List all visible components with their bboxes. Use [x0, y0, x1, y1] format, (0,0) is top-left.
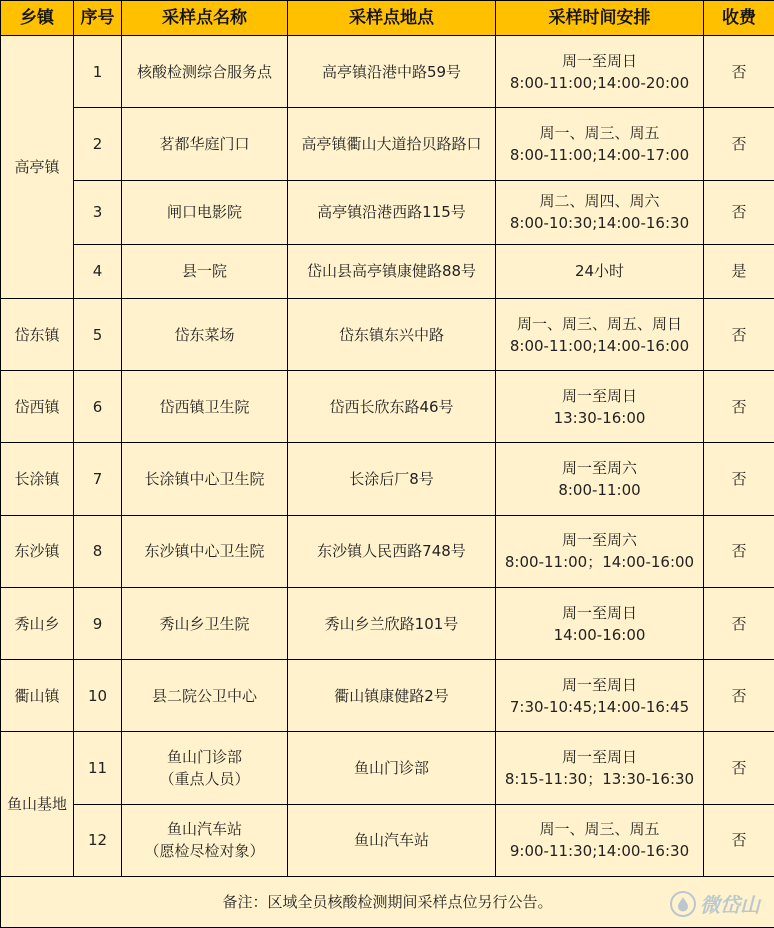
table-row [1, 660, 774, 732]
site-address-cell: 高亭镇沿港西路115号 [288, 180, 496, 244]
site-name-cell [122, 443, 288, 515]
town-cell: 衢山镇 [1, 660, 74, 732]
site-name: 东沙镇中心卫生院 [144, 542, 265, 561]
town-cell: 岱东镇 [1, 298, 74, 370]
town-cell: 鱼山基地 [1, 732, 74, 877]
site-name-cell [122, 660, 288, 732]
table-row [1, 180, 774, 244]
schedule-days: 周一至周日 [561, 675, 637, 694]
number-cell: 4 [74, 244, 122, 298]
fee-cell: 否 [704, 443, 774, 515]
header-town: 乡镇 [1, 1, 74, 36]
number-cell: 10 [74, 660, 122, 732]
site-address-cell: 衢山镇康健路2号 [288, 660, 496, 732]
town-cell: 岱西镇 [1, 371, 74, 443]
site-name-note: （重点人员） [159, 770, 250, 789]
table-row [1, 371, 774, 443]
fee-cell: 是 [704, 244, 774, 298]
schedule-days: 24小时 [574, 262, 625, 281]
site-name-cell [122, 587, 288, 659]
schedule-cell [496, 36, 704, 108]
site-name: 茗都华庭门口 [159, 134, 250, 153]
number-cell: 12 [74, 804, 122, 876]
table-row [1, 443, 774, 515]
table-row [1, 515, 774, 587]
schedule-cell [496, 180, 704, 244]
site-address-cell: 岱山县高亭镇康健路88号 [288, 244, 496, 298]
table-row [1, 36, 774, 108]
schedule-days: 周一至周日 [561, 748, 637, 767]
schedule-hours: 8:00-11:00;14:00-16:00 [509, 336, 690, 355]
fee-cell: 否 [704, 732, 774, 804]
site-address-cell: 高亭镇沿港中路59号 [288, 36, 496, 108]
schedule-days: 周一至周六 [561, 531, 637, 550]
site-name: 闸口电影院 [166, 203, 242, 222]
fee-cell: 否 [704, 180, 774, 244]
number-cell: 8 [74, 515, 122, 587]
number-cell: 2 [74, 108, 122, 180]
site-name-cell [122, 244, 288, 298]
site-address-cell: 长涂后厂8号 [288, 443, 496, 515]
site-address-cell: 高亭镇衢山大道拾贝路路口 [288, 108, 496, 180]
fee-cell: 否 [704, 36, 774, 108]
fee-cell: 否 [704, 298, 774, 370]
watermark-text: 微岱山 [700, 893, 760, 917]
schedule-hours: 9:00-11:30;14:00-16:30 [509, 842, 690, 861]
site-name: 县一院 [181, 262, 227, 281]
number-cell: 6 [74, 371, 122, 443]
schedule-hours: 8:15-11:30；13:30-16:30 [504, 770, 695, 789]
number-cell: 9 [74, 587, 122, 659]
header-schedule: 采样时间安排 [496, 1, 704, 36]
site-address-cell: 岱东镇东兴中路 [288, 298, 496, 370]
fee-cell: 否 [704, 587, 774, 659]
table-row [1, 587, 774, 659]
site-name-cell [122, 804, 288, 876]
site-address-cell: 岱西长欣东路46号 [288, 371, 496, 443]
schedule-days: 周一至周日 [561, 603, 637, 622]
site-name-cell [122, 108, 288, 180]
schedule-hours: 8:00-11:00;14:00-17:00 [509, 145, 690, 164]
number-cell: 1 [74, 36, 122, 108]
table-row [1, 108, 774, 180]
header-number: 序号 [74, 1, 122, 36]
site-name-note: （愿检尽检对象） [144, 842, 265, 861]
site-name-cell [122, 515, 288, 587]
town-cell: 秀山乡 [1, 587, 74, 659]
site-address-cell: 秀山乡兰欣路101号 [288, 587, 496, 659]
fee-cell: 否 [704, 515, 774, 587]
site-address-cell: 鱼山汽车站 [288, 804, 496, 876]
schedule-hours: 8:00-10:30;14:00-16:30 [509, 214, 690, 233]
schedule-cell [496, 244, 704, 298]
schedule-hours: 13:30-16:00 [553, 408, 646, 427]
number-cell: 7 [74, 443, 122, 515]
fee-cell: 否 [704, 804, 774, 876]
site-name: 长涂镇中心卫生院 [144, 470, 265, 489]
schedule-days: 周一、周三、周五 [539, 820, 660, 839]
header-fee: 收费 [704, 1, 774, 36]
number-cell: 5 [74, 298, 122, 370]
schedule-cell [496, 804, 704, 876]
table-row [1, 804, 774, 876]
town-cell: 高亭镇 [1, 36, 74, 299]
site-name: 鱼山汽车站 [166, 820, 242, 839]
site-address-cell: 鱼山门诊部 [288, 732, 496, 804]
number-cell: 3 [74, 180, 122, 244]
site-name: 岱东菜场 [174, 325, 235, 344]
fee-cell: 否 [704, 371, 774, 443]
site-name-cell [122, 36, 288, 108]
schedule-cell [496, 660, 704, 732]
schedule-days: 周一、周三、周五 [539, 123, 660, 142]
site-name: 核酸检测综合服务点 [136, 62, 272, 81]
fee-cell: 否 [704, 108, 774, 180]
schedule-hours: 7:30-10:45;14:00-16:45 [509, 697, 690, 716]
schedule-cell [496, 732, 704, 804]
site-name: 岱西镇卫生院 [159, 397, 250, 416]
schedule-hours: 8:00-11:00;14:00-20:00 [509, 73, 690, 92]
site-name-cell [122, 298, 288, 370]
schedule-cell [496, 443, 704, 515]
fee-cell: 否 [704, 660, 774, 732]
number-cell: 11 [74, 732, 122, 804]
site-name: 县二院公卫中心 [151, 686, 257, 705]
table-row [1, 732, 774, 804]
schedule-cell [496, 298, 704, 370]
schedule-cell [496, 371, 704, 443]
schedule-days: 周一、周三、周五、周日 [516, 314, 682, 333]
schedule-days: 周二、周四、周六 [539, 192, 660, 211]
table-row [1, 298, 774, 370]
schedule-cell [496, 515, 704, 587]
town-cell: 长涂镇 [1, 443, 74, 515]
header-row [1, 1, 774, 36]
header-site-address: 采样点地点 [288, 1, 496, 36]
site-name: 鱼山门诊部 [166, 748, 242, 767]
site-name: 秀山乡卫生院 [159, 614, 250, 633]
note-row [1, 877, 774, 928]
schedule-hours: 8:00-11:00；14:00-16:00 [504, 553, 695, 572]
site-name-cell [122, 732, 288, 804]
header-site-name: 采样点名称 [122, 1, 288, 36]
site-address-cell: 东沙镇人民西路748号 [288, 515, 496, 587]
town-cell: 东沙镇 [1, 515, 74, 587]
schedule-cell [496, 587, 704, 659]
footnote: 备注：区域全员核酸检测期间采样点位另行公告。 [1, 877, 774, 928]
site-name-cell [122, 371, 288, 443]
schedule-hours: 8:00-11:00 [558, 481, 641, 500]
table-row [1, 244, 774, 298]
schedule-hours: 14:00-16:00 [553, 625, 646, 644]
schedule-days: 周一至周日 [561, 51, 637, 70]
schedule-days: 周一至周六 [561, 459, 637, 478]
site-name-cell [122, 180, 288, 244]
schedule-cell [496, 108, 704, 180]
schedule-days: 周一至周日 [561, 386, 637, 405]
